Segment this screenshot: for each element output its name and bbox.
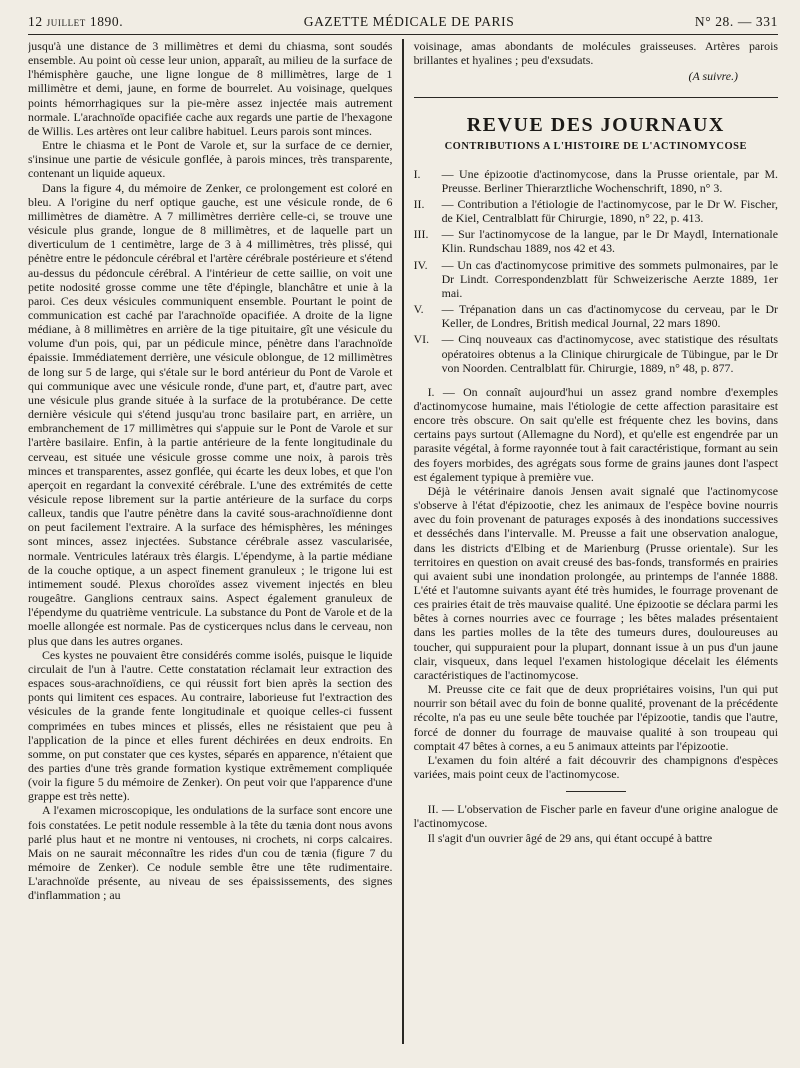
reference-number: I. <box>413 166 421 181</box>
reference-text: — Un cas d'actinomycose primitive des sommets pulmonaires, par le Dr Lindt. Correspondenzblatt für Schweizerische Aerzte 1889, 1er mai. <box>441 257 779 300</box>
reference-item <box>414 302 778 330</box>
reference-text: — Une épizootie d'actinomycose, dans la Prusse orientale, par M. Preusse. Berliner Thierarztliche Wochenschrift, 1890, n° 3. <box>441 166 779 195</box>
reference-number: V. <box>413 302 424 317</box>
journal-title: GAZETTE MÉDICALE DE PARIS <box>303 14 515 29</box>
reference-number: III. <box>413 227 429 242</box>
paragraph: M. Preusse cite ce fait que de deux propriétaires voisins, l'un qui put nourrir son bétail avec du foin de bonne qualité, provenant de la précédente récolte, n'a pas eu une seule bête touchée par l'épizootie, tandis que l'autre, forcé de donner du fourrage de mauvaise qualité à son troupeau qui comptait 47 bêtes à cornes, a eu 5 animaux atteints par l'épizootie. <box>413 682 779 753</box>
columns <box>28 39 778 1044</box>
reference-text: — Cinq nouveaux cas d'actinomycose, avec statistique des résultats opératoires obtenus a la Clinique chirurgicale de Tübingue, par le Dr von Noorden. Centralblatt für. Chirurgie, 1889, n° 48, p. 877. <box>441 332 779 375</box>
reference-item <box>414 167 778 195</box>
page-header <box>28 14 778 35</box>
paragraph: A l'examen microscopique, les ondulations de la surface sont encore une fois constatées. Le petit nodule ressemble à la tête du tænia dont nous avons parlé plus haut et ne montre ni ventouses, ni crochets, ni corps calcaires. Mais on ne saurait méconnaître les rides d'un cou de tænia (figure 7 du mémoire de Zenker). Ce nodule semble être une tête rudimentaire. L'arachnoïde présente, au niveau de ses épaississements, des signes d'inflammation ; au <box>28 803 393 903</box>
section-rule <box>414 97 778 98</box>
reference-number: II. <box>413 196 425 211</box>
paragraph: voisinage, amas abondants de molécules graisseuses. Artères parois brillantes et hyalines ; peu d'exsudats. <box>413 39 779 68</box>
paragraph: Déjà le vétérinaire danois Jensen avait signalé que l'actinomycose s'observe à l'état d'épizootie, chez les animaux de l'espèce bovine nourris avec du foin provenant de paturages exposés à des inondations successives et desséchés dans l'intervalle. M. Preusse a fait une observation analogue, dans les districts d'Elbing et de Marienburg (Prusse orientale). Sur les territoires en question on avait creusé des bas-fonds, transformés en prairies qui avaient subi une inondation prolongée, au printemps de l'année 1888. L'été et l'automne suivants ayant été très humides, le fourrage provenant de ces prairies était de très mauvaise qualité. Une épizootie se déclara parmi les bêtes à cornes nourries avec ce fourrage ; les bêtes malades présentaient dans les parties molles de la tête des tumeurs dures, douloureuses au toucher, qui suppuraient pour la plupart, donnant issue à un pus d'un jaune clair, visqueux, dans lequel l'examen histologique décelait les éléments caractéristiques de l'actinomycose. <box>413 483 779 682</box>
paragraph: jusqu'à une distance de 3 millimètres et demi du chiasma, sont soudés ensemble. Au point où cesse leur union, apparaît, au milieu de la surface de l'hémisphère gauche, une ligne longue de 8 millimètres, large de 1 millimètre et demi, jaune, en forme de bourrelet. Au voisinage, quelques points hémorrhagiques sur la pie-mère assez injectée mais autrement normale. L'arachnoïde opacifiée cache aux regards une partie de l'hexagone de Willis. Les artères ont leur calibre habituel. Leurs parois sont minces. <box>28 39 393 138</box>
section-subtitle: CONTRIBUTIONS A L'HISTOIRE DE L'ACTINOMYCOSE <box>444 141 748 153</box>
reference-text: — Contribution a l'étiologie de l'actinomycose, par le Dr W. Fischer, de Kiel, Centralblatt für Chirurgie, 1890, n° 22, p. 413. <box>441 196 779 226</box>
paragraph: I. — On connaît aujourd'hui un assez grand nombre d'exemples d'actinomycose humaine, mais l'étiologie de cette affection parasitaire est encore très obscure. On sait qu'elle est fréquente chez les bovins, dans certains pays surtout (Allemagne du Nord), et qu'elle est engendrée par un parasite végétal, à forme rayonnée tout à fait caractéristique, formant au sein des foyers morbides, des agrégats sous forme de grains jaunes dont l'aspect est également typique à première vue. <box>413 384 779 484</box>
reference-number: VI. <box>413 332 430 347</box>
reference-item <box>414 227 778 255</box>
section-separator <box>566 791 626 792</box>
left-column <box>28 39 402 1044</box>
paragraph: Il s'agit d'un ouvrier âgé de 29 ans, qui étant occupé à battre <box>427 830 713 845</box>
paragraph: Entre le chiasma et le Pont de Varole et, sur la surface de ce dernier, s'insinue une partie de vésicule gonflée, à parois minces, très transparente, contenant un liquide aqueux. <box>28 138 393 181</box>
reference-item <box>414 197 778 225</box>
reference-item <box>414 332 778 374</box>
reference-number: IV. <box>413 257 428 272</box>
paragraph: II. — L'observation de Fischer parle en faveur d'une origine analogue de l'actinomycose. <box>413 802 779 831</box>
paragraph: Ces kystes ne pouvaient être considérés comme isolés, puisque le liquide circulait de l'un à l'autre. Cette constatation réclamait leur extraction des espaces sous-arachnoïdiens, ce qui réussit fort bien après la section des ponts qui limitent ces espaces. Au contraire, laborieuse fut l'extraction des vésicules de la grande fente longitudinale et quoique celles-ci fussent comprimées en tubes minces et plissés, elles ne résistaient que peu à l'application de la pince et elles furent déchirées en deux endroits. En somme, on put constater que ces kystes, séparés en apparence, n'étaient que des parties d'une très grande formation kystique extrêmement compliquée (voir la figure 5 du mémoire de Zenker). On peut voir que l'apparence d'une grappe est très nette). <box>28 647 393 804</box>
issue-date: 12 juillet 1890. <box>28 14 124 29</box>
reference-text: — Trépanation dans un cas d'actinomycose du cerveau, par le Dr Keller, de Londres, British medical Journal, 22 mars 1890. <box>441 302 779 331</box>
to-be-continued: (A suivre.) <box>688 69 739 84</box>
spacer <box>414 377 778 385</box>
section-title: REVUE DES JOURNAUX <box>466 114 725 137</box>
paragraph: Dans la figure 4, du mémoire de Zenker, ce prolongement est coloré en bleu. A l'origine du nerf optique gauche, est une vésicule ronde, de 6 millimètres de diamètre. A 7 millimètres derrière celle-ci, se trouve une vésicule plus grande, longue de 8 millimètres, et de laquelle part un diverticulum de 1 centimètre, large de 3 à 4 millimètres, très plissé, qui pénètre entre le pédoncule cérébral et l'artère cérébrale postérieure et s'étend au-dessus du pédoncule cérébral. A l'intérieur de cette saillie, on voit une petite nodosité grosse comme une tête d'épingle, blanchâtre et unie à la paroi. Ces deux vésicules communiquent ensemble. Pourtant le point de communication est caché par l'arachnoïde opacifiée. A droite de la ligne médiane, à 8 millimètres en arrière de la tige pituitaire, gît une vésicule du volume d'un pois, qui, par un pédicule mince, pénètre dans l'arachnoïde épaissie. Immédiatement derrière, une vésicule oblongue, de 12 millimètres de long sur 5 de large, qui s'étale sur le bord antérieur du Pont de Varole et qui communique avec une vésicule ronde, d'une part, et, d'autre part, avec une vésicule plus grande située à la surface de la protubérance. De cette dernière vésicule qui s'étend jusqu'au tronc basilaire part, en arrière, un embranchement de 17 millimètres qui s'appuie sur le Pont de Varole et sur l'artère basilaire. Enfin, à la partie antérieure de la fente longitudinale du cerveau, est située une vésicule grosse comme une noix, à parois très minces et transparentes, assez gonflée, qui écarte les deux lobes, et que l'on aperçoit en regardant la convexité cérébrale. L'une des extrémités de cette vésicule repose librement sur la partie antérieure de la surface du corps calleux, tandis que l'autre pénètre dans la cavité sous-arachnoïdienne dont on peut facilement l'extraire. A la surface des hémisphères, les méninges sont minces, assez injectées. Substance cérébrale assez vascularisée, normale. Ventricules latéraux très élargis. L'épendyme, à la partie médiane de la couche optique, a un aspect finement granuleux ; le trigone lui est intimement soudé. Plexus choroïdes assez vivement injectés en bleu rougeâtre. Ganglions centraux sains. Aspect également granuleux de l'épendyme du quatrième ventricule. La substance du Pont de Varole et de la moelle allongée est normale. Pas de cysticerques nclus dans le cerveau, non plus que dans les autres organes. <box>28 180 393 648</box>
paragraph: L'examen du foin altéré a fait découvrir des champignons d'espèces variées, mais point ceux de l'actinomycose. <box>413 752 779 782</box>
reference-text: — Sur l'actinomycose de la langue, par le Dr Maydl, Internationale Klin. Rundschau 1889, nos 42 et 43. <box>441 227 779 256</box>
reference-item <box>414 258 778 300</box>
right-column <box>404 39 778 1044</box>
page-number: N° 28. — 331 <box>694 14 778 29</box>
